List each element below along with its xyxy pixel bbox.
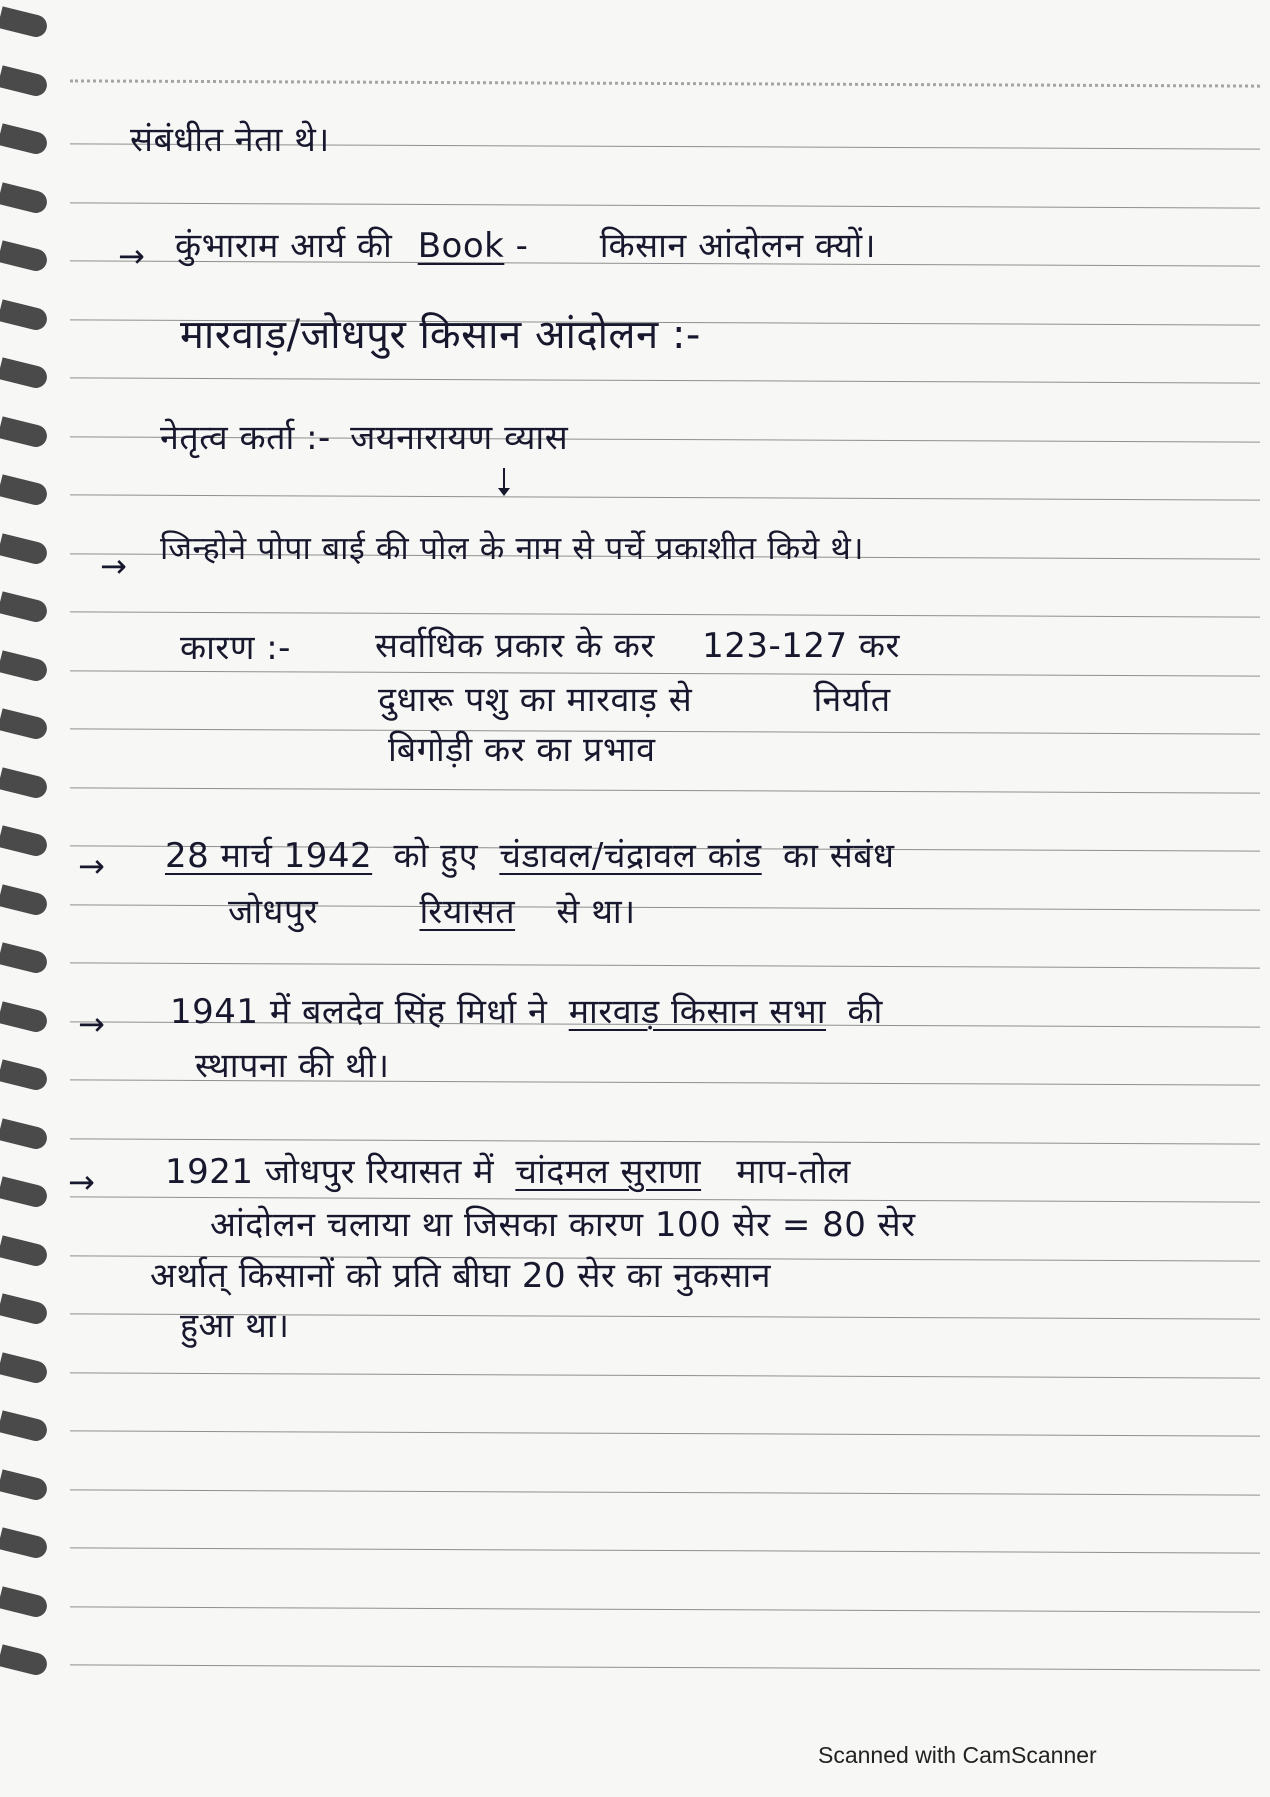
event-1-post: का संबंध	[783, 836, 895, 876]
down-arrow-icon	[503, 468, 505, 490]
arrow-icon: →	[68, 1163, 95, 1201]
ruled-line	[70, 1138, 1260, 1144]
spiral-ring	[0, 1644, 49, 1677]
spiral-ring	[0, 6, 49, 39]
ruled-line	[70, 611, 1260, 617]
spiral-ring	[0, 182, 49, 215]
arrow-icon: →	[118, 237, 145, 275]
ruled-line	[70, 670, 1260, 676]
reason-2	[378, 680, 891, 720]
spiral-ring	[0, 299, 49, 332]
spiral-ring	[0, 884, 49, 917]
ruled-line	[70, 787, 1260, 793]
spiral-ring	[0, 708, 49, 741]
ruled-line	[70, 1606, 1260, 1612]
event-1-state: जोधपुर	[228, 892, 319, 932]
spiral-ring	[0, 1176, 49, 1209]
event-2-text-c: की	[847, 992, 883, 1032]
reason-2-text: दुधारू पशु का मारवाड़ से	[378, 680, 693, 720]
ruled-line	[70, 1547, 1260, 1553]
spiral-ring	[0, 1118, 49, 1151]
reason-1-count: 123-127 कर	[702, 626, 900, 666]
leader-name: जयनारायण व्यास	[350, 418, 569, 458]
arrow-icon: →	[100, 547, 127, 585]
spiral-ring	[0, 1527, 49, 1560]
spiral-ring	[0, 1469, 49, 1502]
spiral-ring	[0, 825, 49, 858]
reason-2-end: निर्यात	[813, 680, 891, 720]
spiral-ring	[0, 65, 49, 98]
event-3-name: चांदमल सुराणा	[515, 1152, 702, 1192]
top-margin-line	[70, 79, 1260, 87]
spiral-ring	[0, 1586, 49, 1619]
spiral-ring	[0, 1352, 49, 1385]
scanner-watermark: Scanned with CamScanner	[818, 1742, 1097, 1768]
spiral-ring	[0, 1235, 49, 1268]
event-3-text-c: माप-तोल	[736, 1152, 851, 1192]
book-title: किसान आंदोलन क्यों।	[599, 226, 877, 266]
reason-1-text: सर्वाधिक प्रकार के कर	[375, 626, 655, 666]
ruled-line	[70, 494, 1260, 500]
spiral-ring	[0, 767, 49, 800]
ruled-line	[70, 1489, 1260, 1495]
section-heading: मारवाड़/जोधपुर किसान आंदोलन :-	[180, 312, 701, 358]
event-1-kand: चंडावल/चंद्रावल कांड	[499, 836, 762, 876]
spiral-ring	[0, 123, 49, 156]
spiral-ring	[0, 1410, 49, 1443]
event-1-line-1	[165, 836, 895, 876]
book-label: Book	[417, 226, 505, 266]
ruled-line	[70, 1372, 1260, 1378]
spiral-ring	[0, 1059, 49, 1092]
spiral-ring	[0, 942, 49, 975]
reason-1	[375, 626, 900, 666]
event-2-sabha: मारवाड़ किसान सभा	[568, 992, 827, 1032]
event-1-line-2	[228, 892, 636, 932]
spiral-ring	[0, 650, 49, 683]
event-3-line-2: आंदोलन चलाया था जिसका कारण 100 सेर = 80 सेर	[210, 1205, 916, 1245]
spiral-ring	[0, 591, 49, 624]
event-2-line-1	[170, 992, 883, 1032]
book-dash: -	[515, 226, 529, 266]
spiral-ring	[0, 1293, 49, 1326]
note-line-2	[175, 226, 876, 266]
arrow-icon: →	[78, 1005, 105, 1043]
event-1-end: से था।	[556, 892, 636, 932]
book-author: कुंभाराम आर्य की	[175, 226, 393, 266]
spiral-ring	[0, 416, 49, 449]
ruled-line	[70, 202, 1260, 208]
spiral-ring	[0, 1001, 49, 1034]
ruled-line	[70, 1196, 1260, 1202]
leader-line	[160, 418, 568, 458]
reason-3: बिगोड़ी कर का प्रभाव	[388, 730, 656, 770]
leader-label: नेतृत्व कर्ता :-	[160, 418, 331, 458]
event-1-riyasat: रियासत	[419, 892, 516, 932]
event-3-line-4: हुआ था।	[180, 1306, 290, 1346]
spiral-ring	[0, 357, 49, 390]
event-1-pre: को हुए	[393, 836, 479, 876]
ruled-line	[70, 1664, 1260, 1670]
event-2-line-2: स्थापना की थी।	[195, 1046, 390, 1086]
spiral-ring	[0, 240, 49, 273]
ruled-line	[70, 1430, 1260, 1436]
event-2-text-a: 1941 में बलदेव सिंह मिर्धा ने	[170, 992, 548, 1032]
event-1-date: 28 मार्च 1942	[165, 836, 373, 876]
ruled-line	[70, 377, 1260, 383]
event-3-line-3: अर्थात् किसानों को प्रति बीघा 20 सेर का नुकसान	[150, 1256, 772, 1296]
ruled-line	[70, 728, 1260, 734]
event-3-text-a: 1921 जोधपुर रियासत में	[165, 1152, 495, 1192]
ruled-line	[70, 962, 1260, 968]
arrow-icon: →	[78, 847, 105, 885]
event-3-line-1	[165, 1152, 851, 1192]
note-line-1: संबंधीत नेता थे।	[130, 120, 330, 160]
spiral-ring	[0, 533, 49, 566]
reason-label: कारण :-	[180, 628, 291, 668]
spiral-ring	[0, 474, 49, 507]
leader-detail: जिन्होने पोपा बाई की पोल के नाम से पर्चे प्रकाशीत किये थे।	[160, 529, 865, 567]
